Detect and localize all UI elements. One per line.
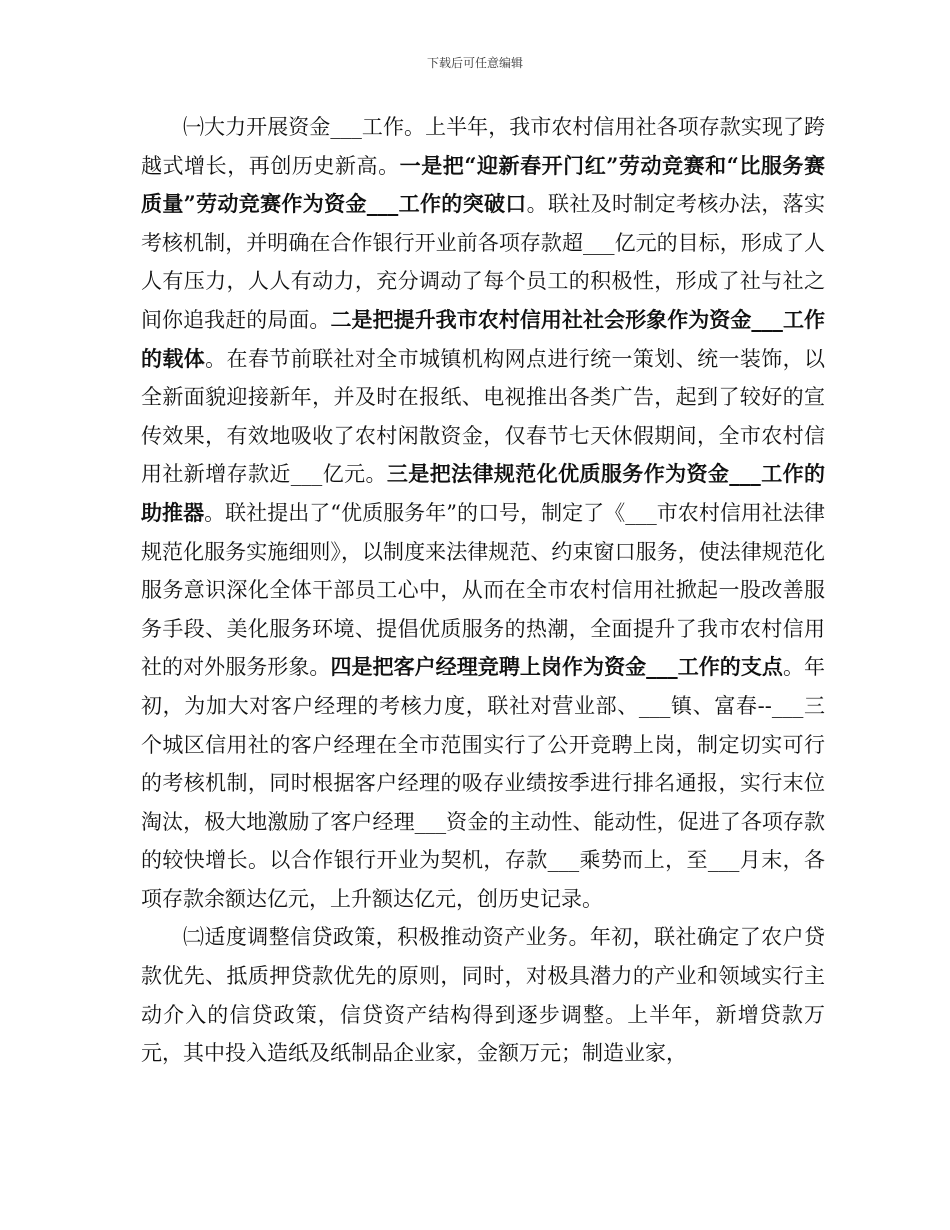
text-segment: 。年初，为加大对客户经理的考核力度，联社对营业部、___镇、富春--___三个城区信用社的客户经理在全市范围实行了公开竞聘上岗，制定切实可行的考核机制，同时根据客户经理的吸存业绩按季进行排名通报，实行末位淘汰，极大地激励了客户经理___资金的主动性、能动性，促进了各项存款的较快增长。以合作银行开业为契机，存款___乘势而上，至___月末，各项存款余额达亿元，上升额达亿元，创历史记录。 xyxy=(141,655,826,911)
paragraph-credit-policy xyxy=(141,918,825,1072)
bold-point-three: 三是把法律规范化优质服务作为资金___工作的助推器 xyxy=(141,461,826,525)
paragraph-deposit-work xyxy=(141,108,825,918)
text-segment: 。在春节前联社对全市城镇机构网点进行统一策划、统一装饰，以全新面貌迎接新年，并及时在报纸、电视推出各类广告，起到了较好的宣传效果，有效地吸收了农村闲散资金，仅春节七天休假期间，全市农村信用社新增存款近___亿元。 xyxy=(141,346,826,487)
text-segment: ㈠大力开展资金___工作。上半年，我市农村信用社各项存款实现了跨越式增长，再创历史新高。 xyxy=(141,115,825,178)
text-segment: ㈡适度调整信贷政策，积极推动资产业务。年初，联社确定了农户贷款优先、抵质押贷款优先的原则，同时，对极具潜力的产业和领域实行主动介入的信贷政策，信贷资产结构得到逐步调整。上半年，新增贷款万元，其中投入造纸及纸制品企业家，金额万元；制造业家， xyxy=(141,925,825,1066)
document-body xyxy=(141,108,825,1073)
bold-point-four: 四是把客户经理竞聘上岗作为资金___工作的支点 xyxy=(330,654,783,680)
bold-point-two: 二是把提升我市农村信用社社会形象作为资金___工作的载体 xyxy=(141,306,825,371)
text-segment: 。联社提出了“优质服务年”的口号，制定了《___市农村信用社法律规范化服务实施细则》，以制度来法律规范、约束窗口服务，使法律规范化服务意识深化全体干部员工心中，从而在全市农村信用社掀起一股改善服务手段、美化服务环境、提倡优质服务的热潮，全面提升了我市农村信用社的对外服务形象。 xyxy=(141,500,825,680)
page-header: 下载后可任意编辑 xyxy=(426,56,523,70)
text-segment: 。联社及时制定考核办法，落实考核机制，并明确在合作银行开业前各项存款超___亿元的目标，形成了人人有压力，人人有动力，充分调动了每个员工的积极性，形成了社与社之间你追我赶的局面。 xyxy=(141,192,826,332)
bold-point-one: 一是把“迎新春开门红”劳动竞赛和“比服务赛质量”劳动竞赛作为资金___工作的突破口 xyxy=(141,152,825,217)
